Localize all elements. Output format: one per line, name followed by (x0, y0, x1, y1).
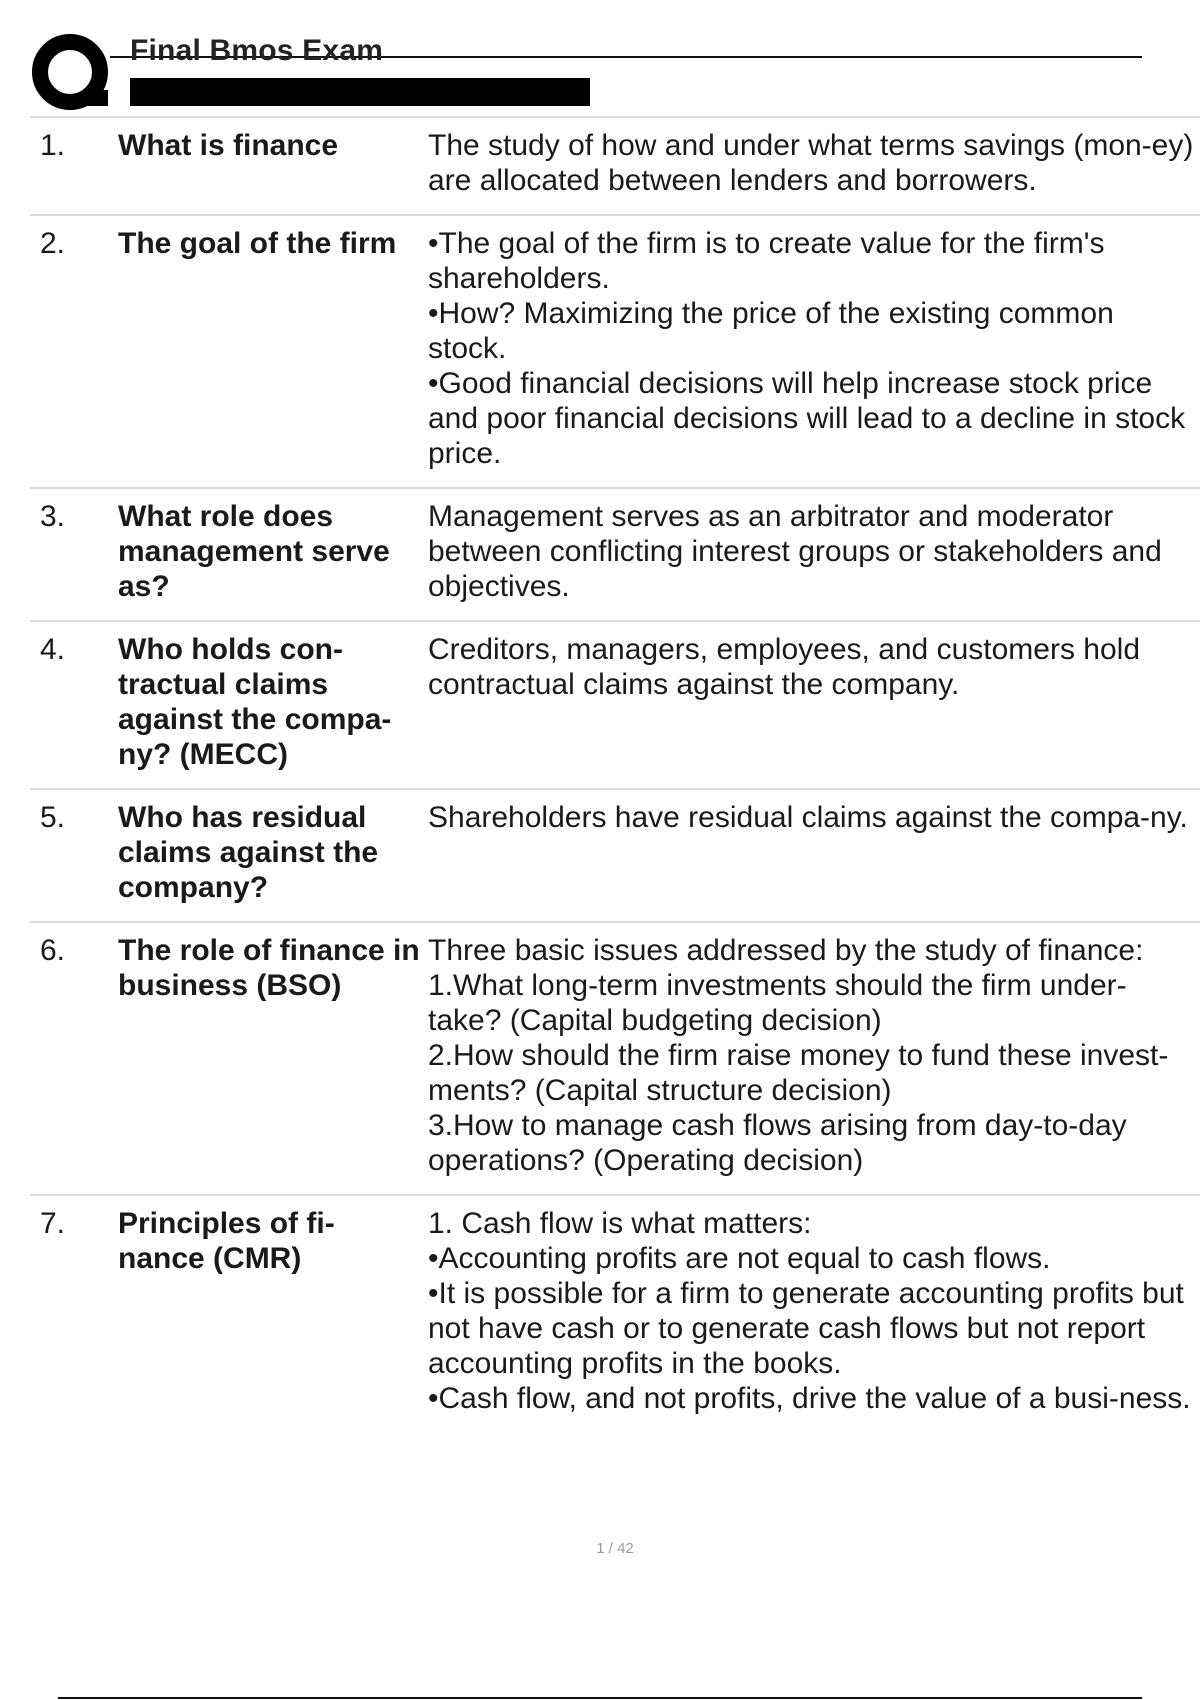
flashcard-row (30, 116, 1200, 214)
card-number: 2. (40, 227, 66, 260)
flashcard-row (30, 214, 1200, 487)
card-term: Principles of fi-nance (CMR) (118, 1207, 335, 1275)
card-definition: The study of how and under what terms savings (mon-ey) are allocated between lenders and borrowers. (428, 129, 1194, 197)
card-number: 6. (40, 934, 66, 967)
card-definition: •The goal of the firm is to create value for the firm's shareholders. •How? Maximizing the price of the existing common stock. •Good financial decisions will help increase stock price and poor financial decisions will lead to a decline in stock price. (428, 227, 1186, 470)
card-definition: Shareholders have residual claims against the compa-ny. (428, 801, 1188, 834)
card-term: The role of finance in business (BSO) (118, 934, 420, 1002)
card-term: The goal of the firm (118, 227, 397, 260)
card-number: 7. (40, 1207, 66, 1240)
card-definition: Management serves as an arbitrator and moderator between conflicting interest groups or stakeholders and objectives. (428, 500, 1162, 603)
page-title: Final Bmos Exam (130, 34, 384, 67)
card-number: 5. (40, 801, 66, 834)
footer-rule (58, 1697, 1142, 1699)
flashcard-row (30, 487, 1200, 620)
page-indicator: 1 / 42 (596, 1540, 634, 1557)
flashcard-list (30, 116, 1200, 1432)
card-term: What role does management serve as? (118, 500, 390, 603)
redaction-bar (130, 78, 590, 106)
flashcard-row (30, 1194, 1200, 1432)
card-term: Who has residual claims against the company? (118, 801, 379, 904)
card-definition: Three basic issues addressed by the study of finance: 1.What long-term investments should the firm under-take? (Capital budgeting decision) 2.How should the firm raise money to fund these invest-ments? (Capital structure decision) 3.How to manage cash flows arising from day-to-day operations? (Operating decision) (428, 934, 1169, 1177)
card-term: Who holds con-tractual claims against the compa-ny? (MECC) (118, 633, 392, 771)
card-number: 1. (40, 129, 66, 162)
card-definition: Creditors, managers, employees, and customers hold contractual claims against the company. (428, 633, 1141, 701)
card-number: 4. (40, 633, 66, 666)
flashcard-row (30, 788, 1200, 921)
card-definition: 1. Cash flow is what matters: •Accounting profits are not equal to cash flows. •It is possible for a firm to generate accounting profits but not have cash or to generate cash flows but not report accounting profits in the books. •Cash flow, and not profits, drive the value of a busi-ness. (428, 1207, 1191, 1415)
card-number: 3. (40, 500, 66, 533)
flashcard-row (30, 921, 1200, 1194)
card-term: What is finance (118, 129, 339, 162)
brand-logo (30, 32, 112, 114)
flashcard-row (30, 620, 1200, 788)
